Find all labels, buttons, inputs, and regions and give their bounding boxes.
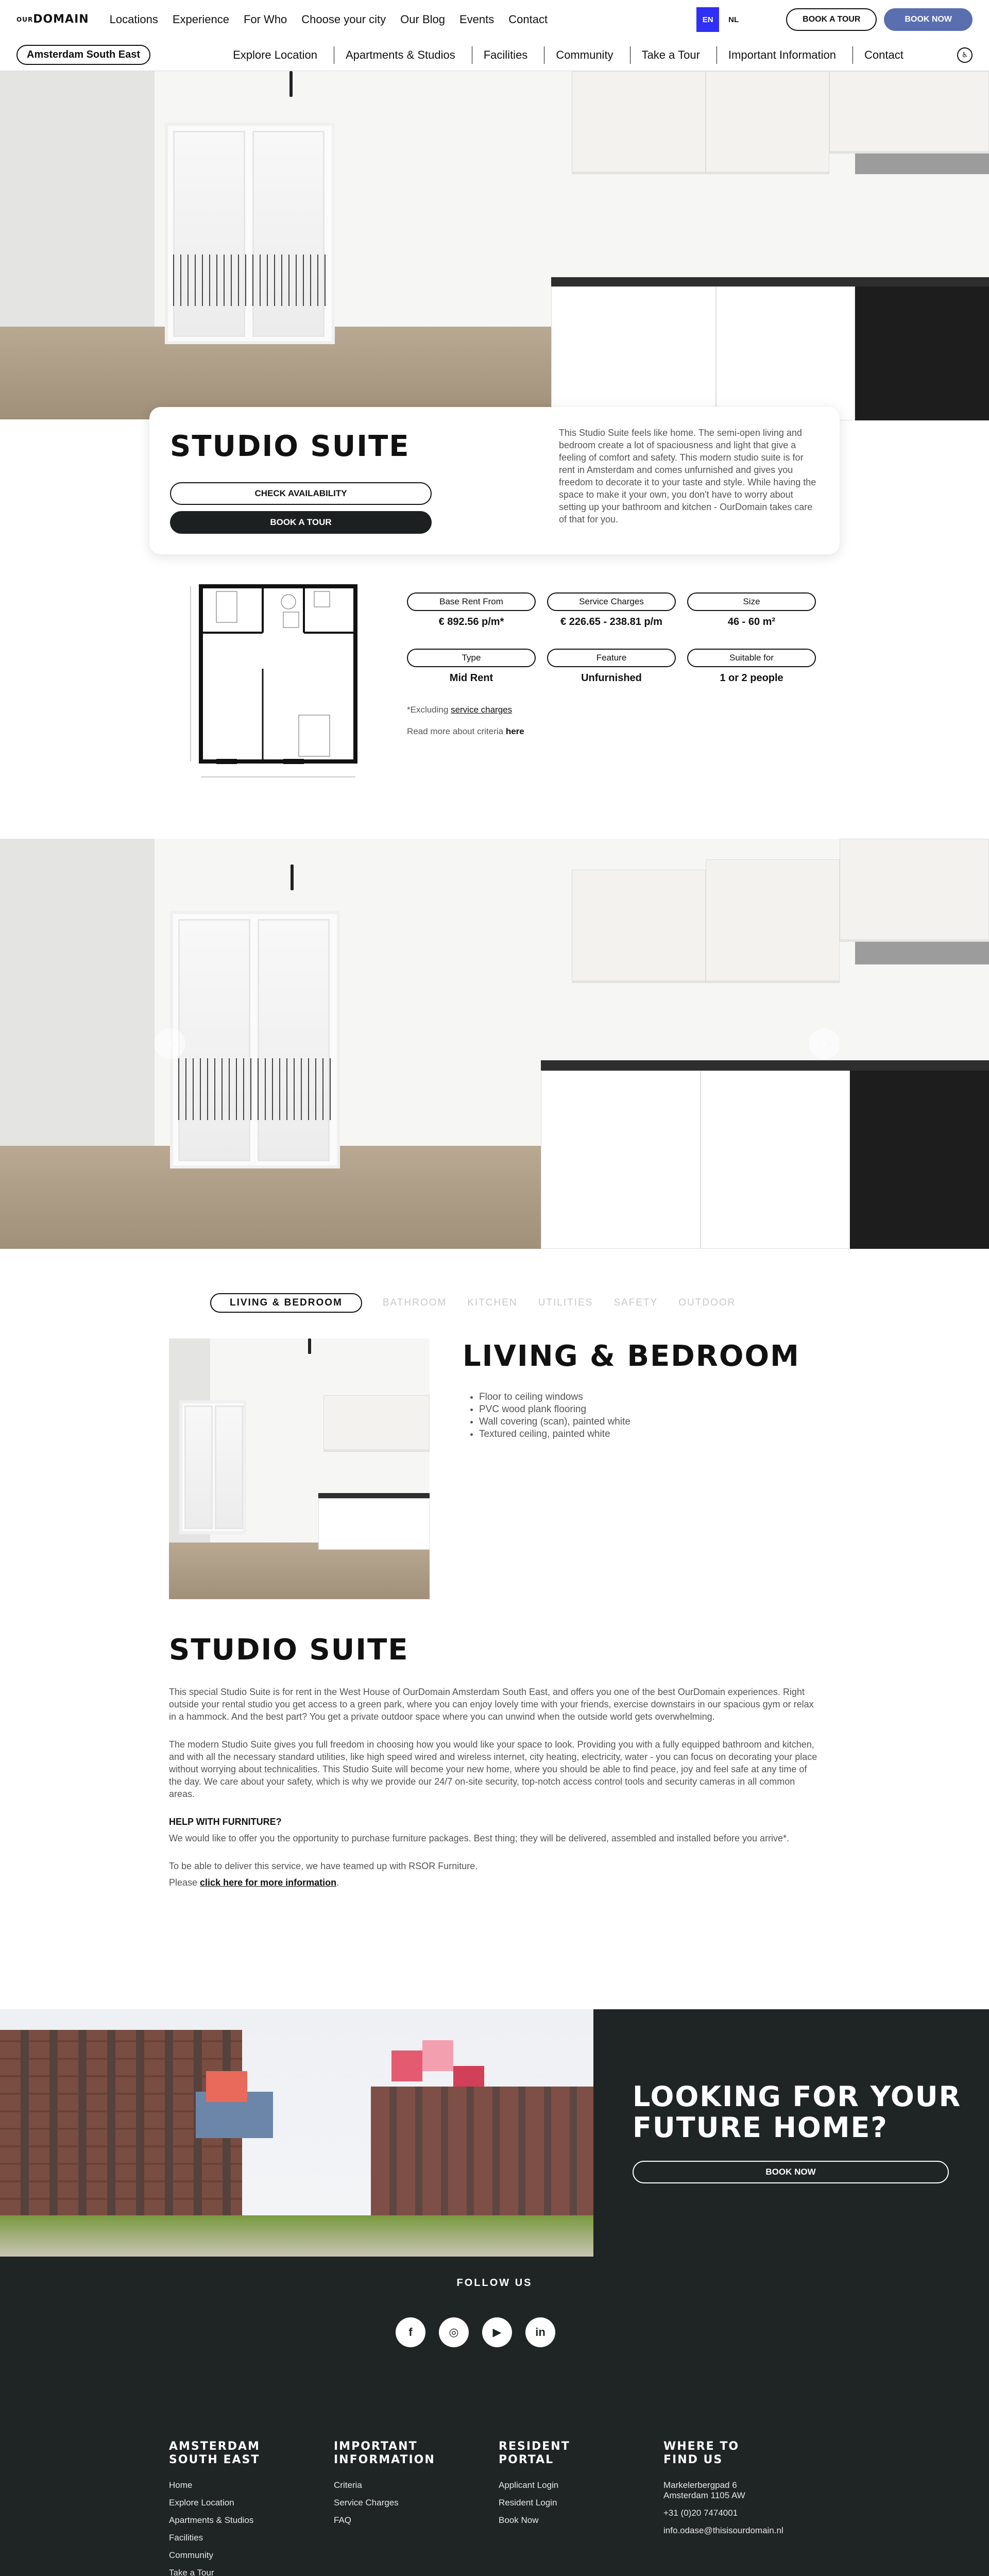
excluding-note — [407, 705, 819, 715]
nav-events[interactable]: Events — [459, 13, 494, 26]
future-home-promo — [0, 2009, 989, 2257]
furniture-info — [169, 1876, 820, 1889]
about-paragraph: The modern Studio Suite gives you full freedom in choosing how you would like your space to look. Providing you with a fully equipped bathroom and kitchen, and with all the necessary standard utilities, like high speed wired and wireless internet, city heating, electricity, water - you can focus on decorating your place without worrying about technicalities. This Studio Suite will become your new home, where you should be able to find peace, joy and feel safe at any time of the day. We care about your safety, which is why we provide our 24/7 on-site security, top-notch access control tools and security cameras in all common areas. — [169, 1739, 817, 1799]
about-title: STUDIO SUITE — [169, 1633, 409, 1667]
subnav-contact[interactable]: Contact — [852, 46, 909, 64]
footer-phone[interactable]: +31 (0)20 7474001 — [663, 2508, 738, 2518]
stat-label: Feature — [547, 649, 676, 667]
subnav-apartments[interactable]: Apartments & Studios — [334, 46, 461, 64]
promo-title-line: FUTURE HOME? — [633, 2111, 888, 2144]
subnav-take-tour[interactable]: Take a Tour — [630, 46, 705, 64]
stat-service-charges — [547, 592, 676, 628]
footer-heading: AMSTERDAM SOUTH EAST — [169, 2440, 260, 2466]
unit-summary-card — [149, 407, 840, 554]
footer-col-location — [169, 2440, 323, 2576]
readmore-text: Read more about criteria — [407, 726, 506, 736]
about-paragraph: We would like to offer you the opportunity to purchase furniture packages. Best thing; they will be delivered, assembled and installed before you arrive*. — [169, 1833, 790, 1843]
criteria-link[interactable]: here — [505, 726, 524, 736]
book-tour-button[interactable]: BOOK A TOUR — [786, 8, 877, 31]
list-item: • PVC wood plank flooring — [479, 1403, 634, 1416]
stat-label: Service Charges — [547, 592, 676, 611]
footer-link-service-charges[interactable]: Service Charges — [334, 2498, 399, 2507]
tab-kitchen[interactable]: KITCHEN — [467, 1297, 518, 1308]
linkedin-icon[interactable]: in — [525, 2317, 555, 2347]
building-photo — [0, 2009, 593, 2257]
floor-plan[interactable] — [185, 581, 381, 790]
unit-title: STUDIO SUITE — [170, 430, 410, 463]
subnav-important-info[interactable]: Important Information — [717, 46, 841, 64]
tab-living-bedroom[interactable]: LIVING & BEDROOM — [210, 1293, 362, 1313]
stat-label: Size — [687, 592, 816, 611]
gallery-prev-icon[interactable]: ‹ — [155, 1028, 185, 1059]
footer-address-line: Amsterdam 1105 AW — [663, 2490, 745, 2500]
footer-heading: IMPORTANT INFORMATION — [334, 2440, 435, 2466]
location-selector[interactable]: Amsterdam South East — [16, 45, 150, 65]
nav-for-who[interactable]: For Who — [243, 13, 287, 26]
check-availability-button[interactable]: CHECK AVAILABILITY — [170, 482, 432, 505]
footer-link-explore[interactable]: Explore Location — [169, 2498, 234, 2507]
nav-choose-city[interactable]: Choose your city — [301, 13, 386, 26]
book-now-button[interactable]: BOOK NOW — [884, 8, 973, 31]
furniture-info-text: Please — [169, 1877, 200, 1888]
footer-link-home[interactable]: Home — [169, 2480, 193, 2490]
feature-tabs — [210, 1293, 736, 1313]
promo-title — [633, 2081, 961, 2143]
youtube-icon[interactable]: ▶ — [482, 2317, 512, 2347]
footer-link-faq[interactable]: FAQ — [334, 2515, 352, 2525]
footer-email[interactable]: info.odase@thisisourdomain.nl — [663, 2526, 783, 2535]
stat-value: € 892.56 p/m* — [438, 616, 504, 628]
unit-description: This Studio Suite feels like home. The semi-open living and bedroom create a lot of spaciousness and light that give a feeling of comfort and safety. This modern studio suite is for rent in Amsterdam and comes unfurnished and gives you freedom to decorate it to your taste and style. While having the space to make it your own, you don't have to worry about setting up your bathroom and kitchen - OurDomain takes care of that for you. — [559, 428, 816, 524]
tab-bathroom[interactable]: BATHROOM — [382, 1297, 447, 1308]
hero-photo — [0, 71, 989, 527]
ourdomain-logo[interactable] — [16, 15, 89, 24]
subnav-explore-location[interactable]: Explore Location — [233, 48, 317, 61]
stat-value: 46 - 60 m² — [727, 616, 776, 628]
footer-heading: RESIDENT PORTAL — [499, 2440, 570, 2466]
list-item: • Wall covering (scan), painted white — [479, 1416, 634, 1428]
footer-link-community[interactable]: Community — [169, 2550, 213, 2560]
footer-link-tour[interactable]: Take a Tour — [169, 2568, 214, 2576]
lang-nl[interactable]: NL — [728, 15, 739, 24]
gallery-photo — [0, 839, 989, 1249]
tab-outdoor[interactable]: OUTDOOR — [678, 1297, 736, 1308]
living-bedroom-photo — [169, 1338, 430, 1599]
location-subnav — [0, 39, 989, 71]
furniture-info-suffix: . — [336, 1877, 339, 1888]
promo-book-now-button[interactable]: BOOK NOW — [633, 2161, 949, 2183]
logo-text-top: OUR — [16, 16, 33, 23]
stat-feature — [547, 649, 676, 684]
stat-label: Base Rent From — [407, 592, 536, 611]
excluding-text: *Excluding — [407, 705, 451, 715]
footer-link-apartments[interactable]: Apartments & Studios — [169, 2515, 254, 2525]
gallery-next-icon[interactable]: › — [809, 1028, 840, 1059]
list-item: • Textured ceiling, painted white — [479, 1428, 634, 1440]
stat-value: € 226.65 - 238.81 p/m — [560, 616, 662, 628]
footer-col-resident-portal — [499, 2440, 653, 2533]
furniture-info-link[interactable]: click here for more information — [200, 1877, 337, 1888]
criteria-note — [407, 726, 819, 737]
stat-size — [687, 592, 816, 628]
tab-utilities[interactable]: UTILITIES — [538, 1297, 593, 1308]
footer-address-line: Markelerbergpad 6 — [663, 2480, 737, 2490]
footer-link-facilities[interactable]: Facilities — [169, 2533, 203, 2543]
footer — [0, 2257, 989, 2576]
accessibility-icon[interactable]: ♿ — [957, 47, 973, 63]
living-bedroom-title: LIVING & BEDROOM — [463, 1340, 800, 1373]
nav-our-blog[interactable]: Our Blog — [400, 13, 445, 26]
footer-col-find-us — [663, 2440, 818, 2543]
footer-heading: WHERE TO FIND US — [663, 2440, 740, 2466]
about-paragraph: This special Studio Suite is for rent in the West House of OurDomain Amsterdam South East, and offers you one of the best OurDomain experiences. Right outside your rental studio you get access to a green park, where you can enjoy lovely time with your friends, exercise downstairs in our spacious gym or relax in a hammock. And the best part? You get a private outdoor space where you can unwind when the outside world gets overwhelming. — [169, 1687, 814, 1722]
main-nav — [110, 13, 548, 26]
subnav-facilities[interactable]: Facilities — [472, 46, 533, 64]
unit-stats — [407, 592, 819, 737]
follow-us-title: FOLLOW US — [456, 2277, 533, 2289]
instagram-icon[interactable]: ◎ — [439, 2317, 469, 2347]
stat-type — [407, 649, 536, 684]
service-charges-link[interactable]: service charges — [451, 705, 513, 715]
top-navigation — [0, 0, 989, 39]
about-paragraph: To be able to deliver this service, we have teamed up with RSOR Furniture. — [169, 1861, 478, 1871]
footer-link-book-now[interactable]: Book Now — [499, 2515, 539, 2525]
stat-value: 1 or 2 people — [720, 672, 783, 684]
list-item: • Floor to ceiling windows — [479, 1391, 634, 1403]
card-book-tour-button[interactable]: BOOK A TOUR — [170, 511, 432, 534]
logo-text-main: DOMAIN — [33, 13, 89, 26]
footer-link-resident-login[interactable]: Resident Login — [499, 2498, 557, 2507]
footer-link-applicant-login[interactable]: Applicant Login — [499, 2480, 559, 2490]
stat-label: Type — [407, 649, 536, 667]
nav-locations[interactable]: Locations — [109, 13, 158, 26]
stat-suitable-for — [687, 649, 816, 684]
subnav-community[interactable]: Community — [544, 46, 618, 64]
footer-col-important-info — [334, 2440, 488, 2533]
nav-experience[interactable]: Experience — [172, 13, 229, 26]
language-switch — [696, 7, 745, 32]
stat-base-rent — [407, 592, 536, 628]
facebook-icon[interactable]: f — [396, 2317, 425, 2347]
living-bedroom-features — [479, 1391, 634, 1440]
tab-safety[interactable]: SAFETY — [613, 1297, 658, 1308]
stat-label: Suitable for — [687, 649, 816, 667]
stat-value: Mid Rent — [449, 672, 493, 684]
footer-link-criteria[interactable]: Criteria — [334, 2480, 362, 2490]
about-text — [169, 1686, 820, 1904]
promo-title-line: LOOKING FOR YOUR — [633, 2080, 962, 2113]
lang-en[interactable]: EN — [696, 7, 719, 32]
nav-contact[interactable]: Contact — [508, 13, 548, 26]
furniture-heading: HELP WITH FURNITURE? — [169, 1817, 282, 1827]
stat-value: Unfurnished — [581, 672, 642, 684]
